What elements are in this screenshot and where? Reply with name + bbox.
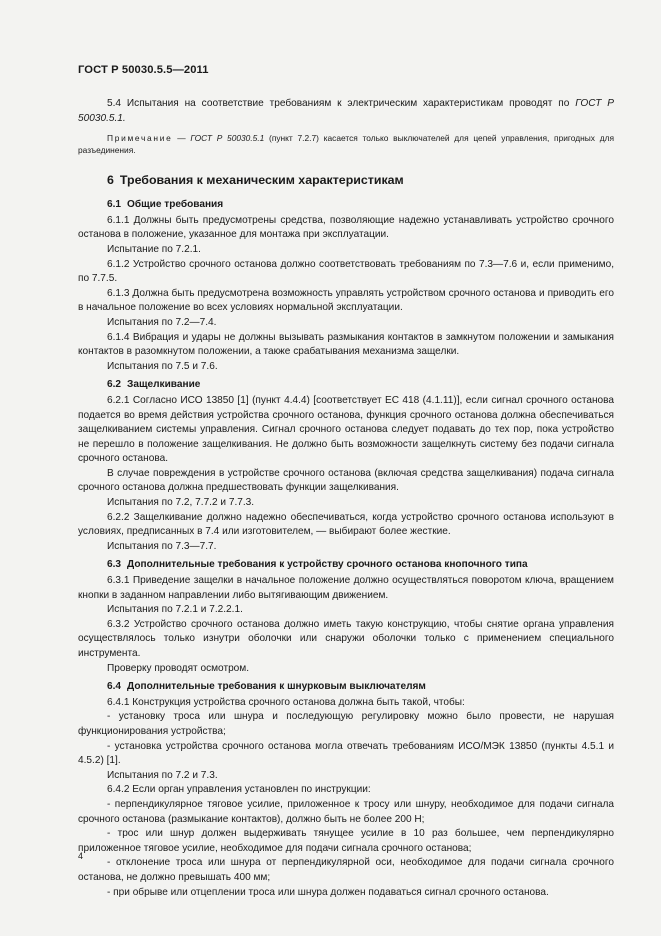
paragraph: Испытания по 7.2 и 7.3. (107, 769, 218, 781)
paragraph: Испытания по 7.2.1 и 7.2.2.1. (107, 604, 243, 616)
paragraph: 6.3.1 Приведение защелки в начальное положение должно осуществляться поворотом ключа, вращением кнопки в заданном направлении либо вытягивающим движением. (78, 575, 614, 601)
subsection-title: Защелкивание (127, 379, 201, 391)
list-item: - установка устройства срочного останова могла отвечать требованиям ИСО/МЭК 13850 (пункты 4.5.1 и 4.5.2) [1]. (78, 740, 614, 767)
note-label: Примечание (107, 133, 173, 144)
section-6-heading (78, 172, 614, 188)
section-6-number: 6 (107, 173, 114, 188)
subsection-number: 6.3 (107, 559, 122, 571)
clause-5-4 (78, 97, 614, 126)
list-item: - отклонение троса или шнура от перпендикулярной оси, необходимое для подачи сигнала срочного останова, не должно превышать 400 мм; (78, 857, 614, 883)
paragraph: В случае повреждения в устройстве срочного останова (включая средства защелкивания) подача сигнала срочного останова должна предшествовать функции защелкивания. (78, 467, 614, 494)
list-item: - перпендикулярное тяговое усилие, приложенное к тросу или шнуру, необходимое для подачи сигнала срочного останова (размыкание контактов), должно быть не более 200 Н; (78, 798, 614, 825)
subsection-6-4-heading (78, 680, 614, 695)
paragraph: Проверку проводят осмотром. (107, 662, 250, 674)
paragraph: 6.1.4 Вибрация и удары не должны вызывать размыкания контактов в замкнутом положении и замыкания контактов в разомкнутом положении, а также срабатывания механизма защелки. (78, 331, 614, 358)
subsection-title: Дополнительные требования к шнурковым выключателям (127, 681, 426, 693)
subsection-6-2-heading (78, 378, 614, 393)
paragraph: Испытание по 7.2.1. (107, 243, 201, 255)
clause-5-4-text: 5.4 Испытания на соответствие требованиям к электрическим характеристикам проводят по (107, 98, 576, 109)
list-item: - трос или шнур должен выдерживать тянущее усилие в 10 раз большее, чем перпендикулярно приложенное тяговое усилие, необходимое для подачи сигнала срочного останова; (78, 828, 614, 854)
paragraph: 6.4.1 Конструкция устройства срочного останова должна быть такой, чтобы: (107, 696, 465, 708)
subsection-6-1-heading (78, 198, 614, 213)
clause-5-4-ref: ГОСТ Р 50030.5.1. (78, 98, 614, 124)
paragraph: 6.2.1 Согласно ИСО 13850 [1] (пункт 4.4.4) [соответствует ЕС 418 (4.1.11)], если сигнал срочного останова подается во время действия устройства срочного останова, функция срочного останова должна обеспечиваться защелкиванием системы управления. Сигнал срочного останова следует подавать до тех пор, пока устройство не перешло в положение защелкивания. Не должно быть возможности защелкнуть систему без подачи сигнала срочного останова. (78, 394, 614, 465)
paragraph: Испытания по 7.2, 7.7.2 и 7.7.3. (107, 497, 255, 509)
subsection-number: 6.1 (107, 199, 122, 211)
page-number: 4 (78, 851, 84, 861)
subsection-number: 6.4 (107, 681, 122, 693)
document-body (78, 97, 614, 900)
document-header: ГОСТ Р 50030.5.5—2011 (78, 64, 209, 76)
subsection-6-3-heading (78, 558, 614, 573)
subsection-number: 6.2 (107, 379, 122, 391)
section-6-title: Требования к механическим характеристикам (119, 173, 404, 188)
note-text: (пункт 7.2.7) касается только выключателей для цепей управления, пригодных для разъединения. (78, 133, 614, 156)
paragraph: Испытания по 7.5 и 7.6. (107, 360, 218, 372)
list-item: - установку троса или шнура и последующую регулировку можно было провести, не нарушая функционирования устройства; (78, 711, 614, 737)
paragraph: 6.1.1 Должны быть предусмотрены средства, позволяющие надежно устанавливать устройство срочного останова в положение, указанное для монтажа при эксплуатации. (78, 214, 614, 241)
paragraph: 6.2.2 Защелкивание должно надежно обеспечиваться, когда устройство срочного останова используют в условиях, предписанных в 7.4 или изготовителем, — выбирают более жесткие. (78, 511, 614, 538)
note (78, 132, 614, 156)
note-ref: ГОСТ Р 50030.5.1 (190, 133, 265, 144)
subsection-title: Дополнительные требования к устройству срочного останова кнопочного типа (127, 559, 528, 571)
paragraph: 6.3.2 Устройство срочного останова должно иметь такую конструкцию, чтобы снятие органа управления осуществлялось только изнутри оболочки или снаружи оболочки только с применением специального инструмента. (78, 618, 614, 659)
paragraph: Испытания по 7.3—7.7. (107, 540, 217, 552)
paragraph: 6.1.2 Устройство срочного останова должно соответствовать требованиям по 7.3—7.6 и, если применимо, по 7.7.5. (78, 258, 614, 285)
list-item: - при обрыве или отцеплении троса или шнура должен подаваться сигнал срочного останова. (107, 886, 549, 898)
paragraph: Испытания по 7.2—7.4. (107, 316, 217, 328)
paragraph: 6.4.2 Если орган управления установлен по инструкции: (107, 784, 371, 796)
note-dash: — (172, 133, 191, 144)
paragraph: 6.1.3 Должна быть предусмотрена возможность управлять устройством срочного останова и приводить его в начальное положение во всех условиях нормальной эксплуатации. (78, 287, 614, 314)
subsection-title: Общие требования (127, 199, 224, 211)
